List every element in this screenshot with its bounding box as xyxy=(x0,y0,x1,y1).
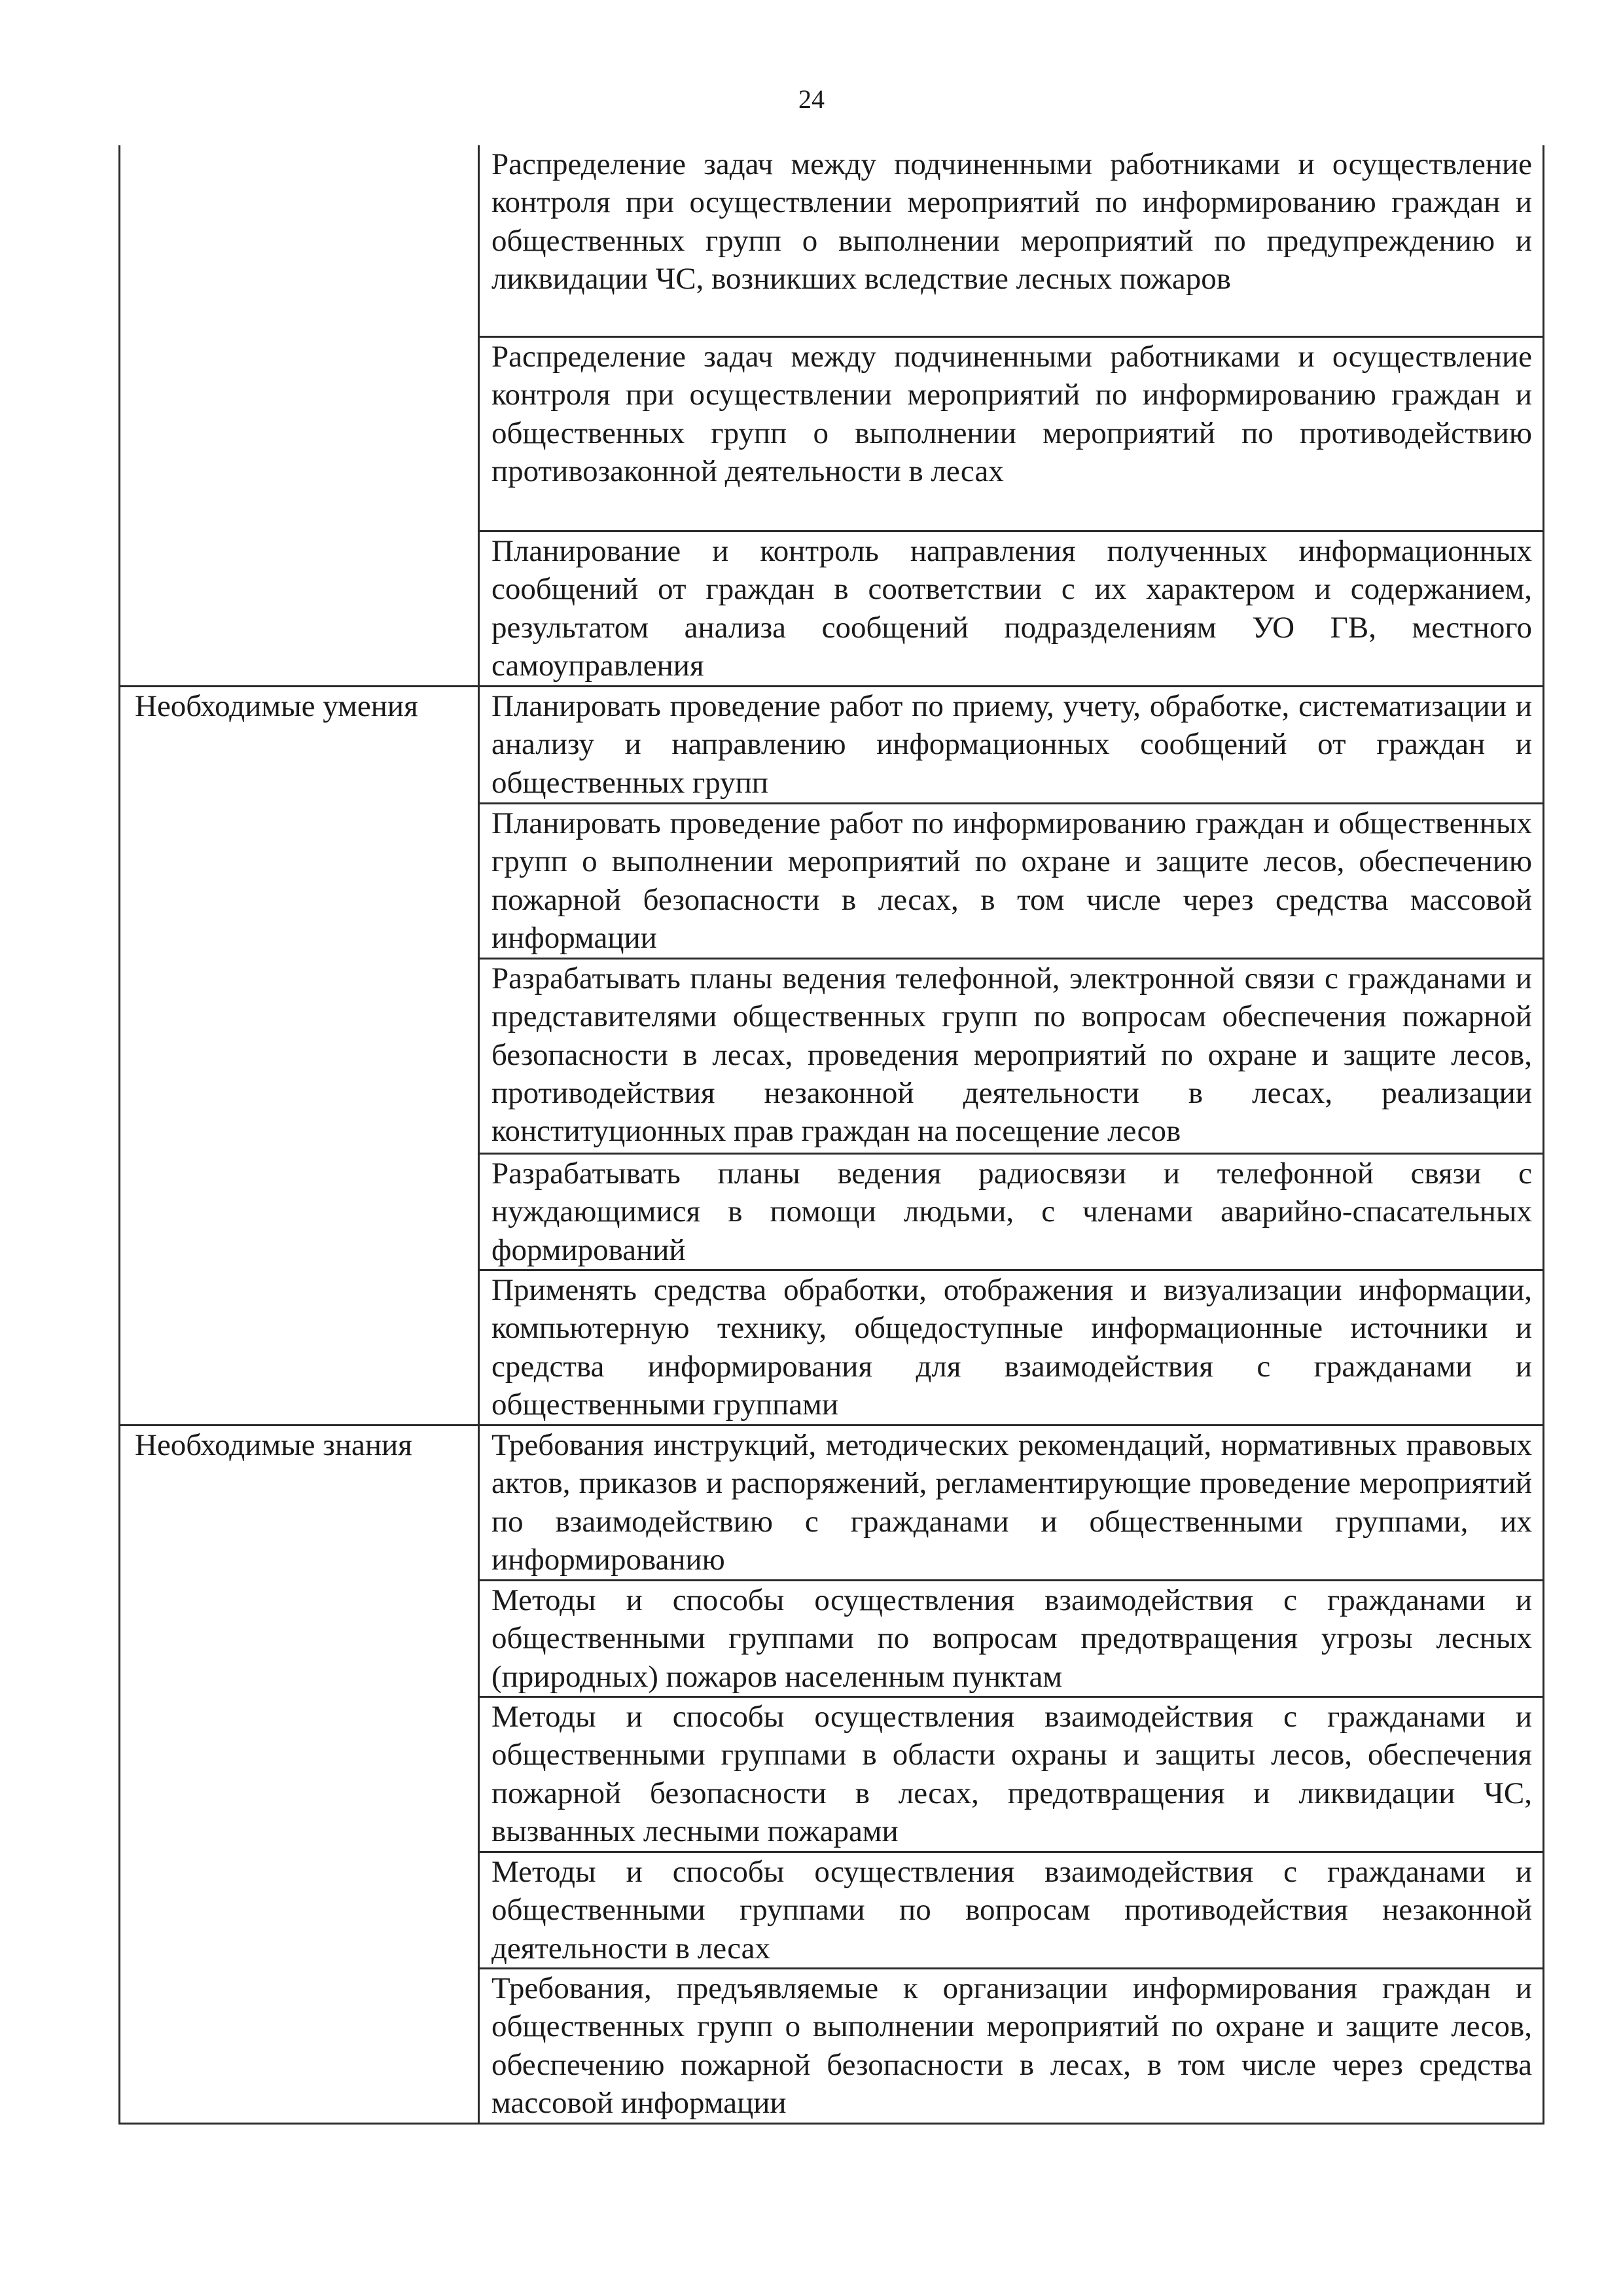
table-cell: Применять средства обработки, отображения и визуализации информации, компьютерную технику, общедоступные информационные источники и средства информирования для взаимодействия с гражданами и общественными группами xyxy=(479,1270,1544,1426)
table-cell: Планирование и контроль направления полученных информационных сообщений от граждан в соответствии с их характером и содержанием, результатом анализа сообщений подразделениям УО ГВ, местного самоуправления xyxy=(479,531,1544,687)
table-cell: Разрабатывать планы ведения радиосвязи и телефонной связи с нуждающимися в помощи людьми, с членами аварийно-спасательных формирований xyxy=(479,1154,1544,1270)
table-cell: Распределение задач между подчиненными работниками и осуществление контроля при осуществлении мероприятий по информированию граждан и общественных групп о выполнении мероприятий по предупреждению и ликвидации ЧС, возникших вследствие лесных пожаров xyxy=(479,145,1544,337)
table-row xyxy=(120,1426,1544,1581)
table-cell: Планировать проведение работ по информированию граждан и общественных групп о выполнении мероприятий по охране и защите лесов, обеспечению пожарной безопасности в лесах, в том числе через средства массовой информации xyxy=(479,804,1544,959)
table-cell: Методы и способы осуществления взаимодействия с гражданами и общественными группами по вопросам противодействия незаконной деятельности в лесах xyxy=(479,1852,1544,1969)
table-cell: Методы и способы осуществления взаимодействия с гражданами и общественными группами в области охраны и защиты лесов, обеспечения пожарной безопасности в лесах, предотвращения и ликвидации ЧС, вызванных лесными пожарами xyxy=(479,1697,1544,1852)
table-cell: Разрабатывать планы ведения телефонной, электронной связи с гражданами и представителями общественных групп по вопросам обеспечения пожарной безопасности в лесах, проведения мероприятий по охране и защите лесов, противодействия незаконной деятельности в лесах, реализации конституционных прав граждан на посещение лесов xyxy=(479,959,1544,1154)
section-label-skills: Необходимые умения xyxy=(120,687,479,1426)
page-number: 24 xyxy=(798,84,825,114)
table-cell: Планировать проведение работ по приему, учету, обработке, систематизации и анализу и направлению информационных сообщений от граждан и общественных групп xyxy=(479,687,1544,804)
table-row xyxy=(120,145,1544,337)
table-cell: Распределение задач между подчиненными работниками и осуществление контроля при осуществлении мероприятий по информированию граждан и общественных групп о выполнении мероприятий по противодействию противозаконной деятельности в лесах xyxy=(479,337,1544,531)
section-label-continuation xyxy=(120,145,479,687)
requirements-table xyxy=(118,145,1544,2125)
section-label-knowledge: Необходимые знания xyxy=(120,1426,479,2124)
table-cell: Требования, предъявляемые к организации информирования граждан и общественных групп о выполнении мероприятий по охране и защите лесов, обеспечению пожарной безопасности в лесах, в том числе через средства массовой информации xyxy=(479,1969,1544,2124)
table-cell: Методы и способы осуществления взаимодействия с гражданами и общественными группами по вопросам предотвращения угрозы лесных (природных) пожаров населенным пунктам xyxy=(479,1581,1544,1697)
table-row xyxy=(120,687,1544,804)
table-cell: Требования инструкций, методических рекомендаций, нормативных правовых актов, приказов и распоряжений, регламентирующие проведение мероприятий по взаимодействию с гражданами и общественными группами, их информированию xyxy=(479,1426,1544,1581)
